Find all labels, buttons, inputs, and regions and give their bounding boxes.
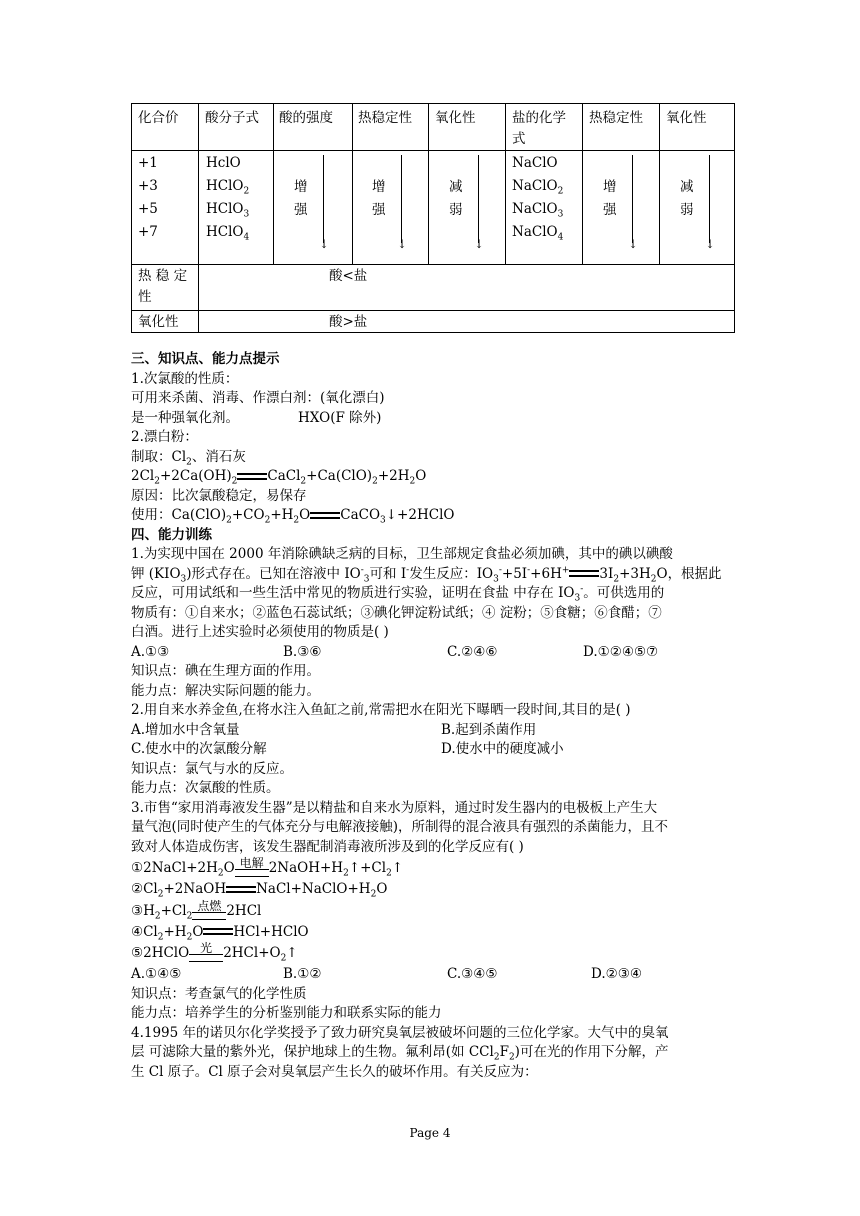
valence: +1: [138, 155, 158, 171]
property-table: [131, 103, 735, 333]
q4-line: 4.1995 年的诺贝尔化学奖授予了致力研究臭氧层被破坏问题的三位化学家。大气中的臭氧: [131, 1024, 669, 1041]
down-arrow-icon: ↓: [627, 237, 638, 251]
salt-formula: NaClO$_4$: [512, 224, 564, 243]
option: B.起到杀菌作用: [441, 721, 537, 738]
trend-acid-oxidizing: 减 弱 ↓: [441, 151, 491, 263]
option: D.②③④: [591, 966, 642, 982]
reaction-3: $③H_2+Cl_2$ 点燃 2HCl: [131, 898, 262, 922]
row-thermal-value: 酸<盐: [329, 268, 368, 284]
option: A.①④⑤: [131, 966, 182, 982]
salt-formula: NaClO: [512, 155, 558, 171]
q4-line: 层 可滤除大量的紫外光，保护地球上的生物。氟利昂(如 $CCl_2F_2$)可在光的作用下分解，产: [131, 1044, 669, 1063]
trend-salt-thermal: 增 强 ↓: [595, 151, 645, 263]
row-thermal-label-2: 性: [138, 289, 152, 305]
knowledge-point: 知识点：碘在生理方面的作用。: [131, 663, 320, 679]
text-line: 原因：比次氯酸稳定，易保存: [131, 487, 307, 504]
q1-line: 1.为实现中国在 2000 年消除碘缺乏病的目标，卫生部规定食盐必须加碘，其中的碘以碘酸: [131, 546, 673, 562]
section-3-title: 三、知识点、能力点提示: [131, 351, 280, 367]
q2-options: [131, 740, 741, 760]
ability-point: 能力点：解决实际问题的能力。: [131, 682, 320, 699]
acid-formula: HclO: [206, 155, 241, 171]
section-4-title: 四、能力训练: [131, 526, 212, 543]
valence: +7: [138, 224, 158, 240]
header-salt-formula: 盐的化学: [512, 110, 566, 126]
document-body: [131, 350, 741, 1082]
option: C.②④⑥: [447, 643, 498, 660]
option: D.使水中的硬度减小: [441, 741, 564, 757]
q2-options: [131, 721, 741, 741]
ability-point: 能力点：培养学生的分析鉴别能力和联系实际的能力: [131, 1005, 442, 1021]
q3-line: 3.市售“家用消毒液发生器”是以精盐和自来水为原料，通过时发生器内的电极板上产生大: [131, 799, 658, 816]
header-valence: 化合价: [138, 110, 179, 126]
reaction-4: $④Cl_2+H_2O$ HCl+HClO: [131, 923, 309, 943]
text-line: 1.次氯酸的性质：: [131, 370, 239, 387]
option: B.①②: [283, 966, 322, 982]
knowledge-point: 知识点：考查氯气的化学性质: [131, 985, 307, 1002]
q1-line: 物质有：①自来水；②蓝色石蕊试纸；③碘化钾淀粉试纸；④ 淀粉；⑤食糖；⑥食醋；⑦: [131, 604, 662, 621]
header-acid-thermal: 热稳定性: [358, 110, 412, 126]
page-number: Page 4: [409, 1126, 451, 1140]
acid-formula: HClO$_3$: [206, 201, 250, 220]
down-arrow-icon: ↓: [396, 237, 407, 251]
row-oxidizing-label: 氧化性: [138, 314, 179, 330]
down-arrow-icon: ↓: [704, 237, 715, 251]
valence: +3: [138, 178, 158, 194]
option: C.③④⑤: [447, 966, 498, 982]
q3-line: 量气泡(同时使产生的气体充分与电解液接触)，所制得的混合液具有强烈的杀菌能力，且不: [131, 819, 669, 835]
acid-formula: HClO$_2$: [206, 178, 250, 197]
q4-line: 生 Cl 原子。Cl 原子会对臭氧层产生长久的破坏作用。有关反应为：: [131, 1063, 538, 1080]
header-acid-formula: 酸分子式: [205, 110, 259, 126]
q1-line: 白酒。进行上述实验时必须使用的物质是( ): [131, 624, 389, 640]
equation-bleach-use: 使用：$Ca(ClO)_2+CO_2+H_2O$ CaCO$_3$↓+2HClO: [131, 507, 455, 526]
q2-line: 2.用自来水养金鱼,在将水注入鱼缸之前,常需把水在阳光下曝晒一段时间,其目的是( ): [131, 702, 631, 718]
q3-line: 致对人体造成伤害，该发生器配制消毒液所涉及到的化学反应有( ): [131, 838, 524, 855]
down-arrow-icon: ↓: [318, 237, 329, 251]
row-thermal-label: 热 稳 定: [138, 268, 188, 284]
option: D.①②④⑤⑦: [583, 643, 659, 660]
salt-formula: NaClO$_3$: [512, 201, 564, 220]
header-salt-oxidizing: 氧化性: [666, 110, 707, 126]
trend-acid-strength: 增 强 ↓: [286, 151, 336, 263]
q1-line: 反应，可用试纸和一些生活中常见的物质进行实验，证明在食盐 中存在 $IO_3^-$。可供选用的: [131, 584, 665, 604]
text-line: 是一种强氧化剂。 HXO(F 除外): [131, 409, 382, 426]
header-salt-formula-2: 式: [512, 131, 526, 147]
text-line: 可用来杀菌、消毒、作漂白剂：(氧化漂白): [131, 390, 385, 406]
reaction-5: ⑤2HClO 光 $2HCl+O_2↑$: [131, 941, 298, 964]
q3-options: [131, 965, 741, 985]
text-line: 制取：$Cl_2$、消石灰: [131, 448, 246, 468]
ability-point: 能力点：次氯酸的性质。: [131, 780, 280, 796]
trend-acid-thermal: 增 强 ↓: [364, 151, 414, 263]
header-acid-oxidizing: 氧化性: [435, 110, 476, 126]
header-salt-thermal: 热稳定性: [589, 110, 643, 126]
option: A.①③: [131, 643, 170, 660]
trend-salt-oxidizing: 减 弱 ↓: [672, 151, 722, 263]
option: A.增加水中含氧量: [131, 721, 240, 738]
equation-bleach-prep: $2Cl_2+2Ca(OH)_2$ $CaCl_2+Ca(ClO)_2+2H_2O$: [131, 468, 427, 487]
reaction-1: $①2NaCl+2H_2O$ 电解 $2NaOH+H_2↑+Cl_2↑$: [131, 856, 404, 879]
down-arrow-icon: ↓: [473, 237, 484, 251]
option: B.③⑥: [283, 643, 322, 660]
acid-formula: HClO$_4$: [206, 224, 250, 243]
text-line: 2.漂白粉：: [131, 429, 198, 445]
salt-formula: NaClO$_2$: [512, 178, 564, 197]
header-acid-strength: 酸的强度: [279, 110, 333, 126]
row-oxidizing-value: 酸>盐: [329, 314, 368, 330]
valence: +5: [138, 201, 158, 217]
reaction-2: $②Cl_2+2NaOH$ $NaCl+NaClO+H_2O$: [131, 881, 388, 900]
option: C.使水中的次氯酸分解: [131, 741, 267, 757]
q1-line: 钾 $(KIO_3)$形式存在。已知在溶液中 $IO^-_3$可和 I-发生反应：$IO_3^-+5I^-+6H^+$ $3I_2+3H_2O$，根据此: [131, 565, 722, 585]
knowledge-point: 知识点：氯气与水的反应。: [131, 760, 293, 777]
q1-options: [131, 643, 741, 663]
